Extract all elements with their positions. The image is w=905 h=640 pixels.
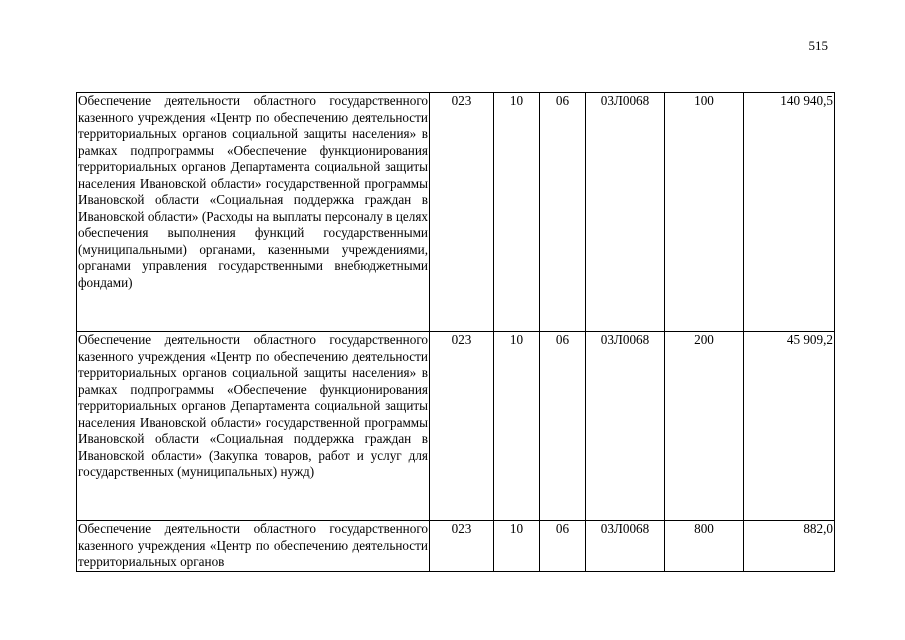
section-code: 10 xyxy=(494,521,540,572)
table-row xyxy=(77,521,835,572)
amount: 882,0 xyxy=(744,521,835,572)
page-number: 515 xyxy=(808,38,828,53)
subsection-code: 06 xyxy=(540,93,586,332)
table-row xyxy=(77,332,835,521)
budget-table xyxy=(76,92,835,572)
expense-type-code: 100 xyxy=(665,93,744,332)
target-article-code: 03Л0068 xyxy=(586,93,665,332)
ministry-code: 023 xyxy=(430,93,494,332)
table-row xyxy=(77,93,835,332)
expense-type-code: 800 xyxy=(665,521,744,572)
section-code: 10 xyxy=(494,93,540,332)
subsection-code: 06 xyxy=(540,332,586,521)
row-description: Обеспечение деятельности областного государственного казенного учреждения «Центр по обеспечению деятельности территориальных органов социальной защиты населения» в рамках подпрограммы «Обеспечение функционирования территориальных органов Департамента социальной защиты населения Ивановской области» государственной программы Ивановской области «Социальная поддержка граждан в Ивановской области» (Закупка товаров, работ и услуг для государственных (муниципальных) нужд) xyxy=(77,332,430,521)
ministry-code: 023 xyxy=(430,521,494,572)
row-description: Обеспечение деятельности областного государственного казенного учреждения «Центр по обеспечению деятельности территориальных органов xyxy=(77,521,430,572)
expense-type-code: 200 xyxy=(665,332,744,521)
ministry-code: 023 xyxy=(430,332,494,521)
subsection-code: 06 xyxy=(540,521,586,572)
amount: 45 909,2 xyxy=(744,332,835,521)
amount: 140 940,5 xyxy=(744,93,835,332)
target-article-code: 03Л0068 xyxy=(586,521,665,572)
row-description: Обеспечение деятельности областного государственного казенного учреждения «Центр по обеспечению деятельности территориальных органов социальной защиты населения» в рамках подпрограммы «Обеспечение функционирования территориальных органов Департамента социальной защиты населения Ивановской области» государственной программы Ивановской области «Социальная поддержка граждан в Ивановской области» (Расходы на выплаты персоналу в целях обеспечения выполнения функций государственными (муниципальными) органами, казенными учреждениями, органами управления государственными внебюджетными фондами) xyxy=(77,93,430,332)
section-code: 10 xyxy=(494,332,540,521)
target-article-code: 03Л0068 xyxy=(586,332,665,521)
